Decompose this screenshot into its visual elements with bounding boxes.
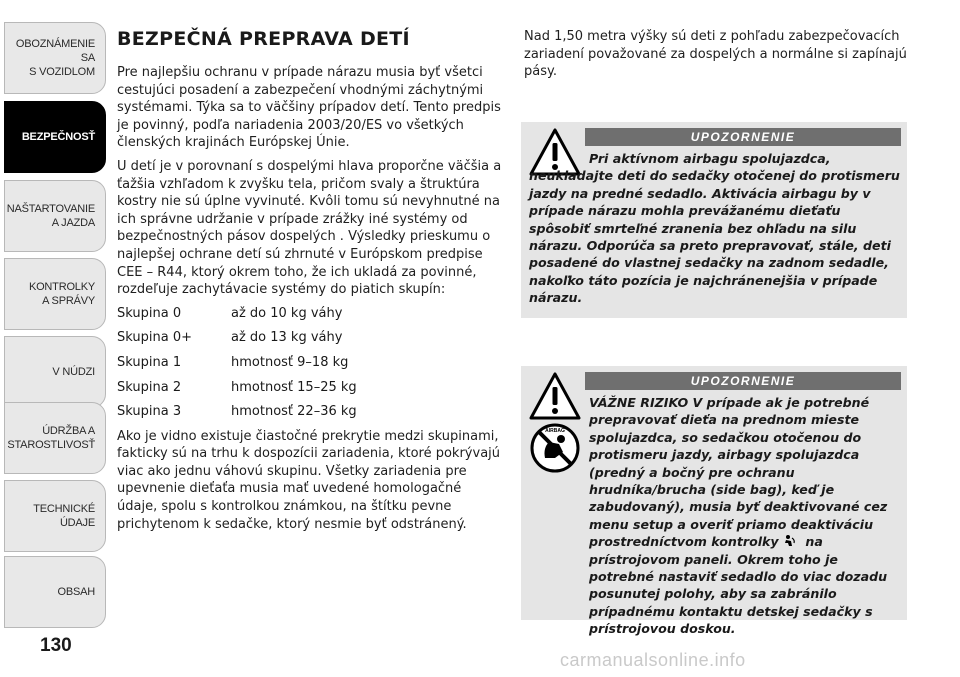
- warning-text: [529, 150, 901, 307]
- tab-technicke[interactable]: TECHNICKÉ ÚDAJE: [4, 480, 106, 552]
- tab-v-nudzi[interactable]: V NÚDZI: [4, 336, 106, 408]
- warning-header: UPOZORNENIE: [585, 372, 901, 390]
- watermark: carmanualsonline.info: [560, 650, 746, 670]
- paragraph-height: Nad 1,50 metra výšky sú deti z pohľadu zabezpečovacích zariadení považované za dospelých a normálne si zapínajú pásy.: [524, 29, 907, 80]
- airbag-icon-label: AIRBAG: [545, 428, 565, 434]
- paragraph-intro: Pre najlepšiu ochranu v prípade nárazu musia byť všetci cestujúci posadení a zabezpečení vhodnými záchytnými systémami. Týka sa to väčšiny prípadov detí. Tento predpis je povinný, podľa nariadenia 2003/20/ES vo všetkých členských krajinách Európskej Únie.: [117, 65, 501, 151]
- warning-box-airbag: [521, 122, 907, 318]
- group-list: [117, 305, 502, 421]
- airbag-off-indicator-icon: [783, 534, 797, 548]
- group-name: Skupina 1: [117, 354, 182, 370]
- warning-paragraph: Pri aktívnom airbagu spolujazdca, neukladajte deti do sedačky otočenej do protismeru jazdy na predné sedadlo. Aktivácia airbagu by v prípade nárazu mohla prevážanému dieťaťu spôsobiť smrteľné zranenia bez ohľadu na silu nárazu. Odporúča sa preto prepravovať, stále, deti posadené do vlastnej sedačky na zadnom sedadle, nakoľko táto pozícia je najchránenejšia v prípade nárazu.: [529, 151, 900, 306]
- tab-oboznamenie[interactable]: OBOZNÁMENIE SA S VOZIDLOM: [4, 22, 106, 94]
- warning-text-part-b: na prístrojovom paneli. Okrem toho je potrebné nastaviť sedadlo do viac dozadu posunutej polohy, aby sa zabránilo prípadnému kontaktu detskej sedačky s prístrojovou doskou.: [589, 534, 888, 637]
- warning-text: [529, 394, 901, 638]
- group-row: [117, 354, 502, 372]
- group-name: Skupina 2: [117, 379, 182, 395]
- tab-kontrolky[interactable]: KONTROLKY A SPRÁVY: [4, 258, 106, 330]
- page-number: 130: [40, 635, 72, 656]
- tab-nastartovanie[interactable]: NAŠTARTOVANIE A JAZDA: [4, 180, 106, 252]
- warning-text-part-a: VÁŽNE RIZIKO V prípade ak je potrebné prepravovať dieťa na prednom mieste spolujazdca, so sedačkou otočenou do protismeru jazdy, airbagy spolujazdca (predný a bočný pre ochranu hrudníka/brucha (side bag), keď je zabudovaný), musia byť deaktivované cez menu setup a overiť priamo deaktiváciu prostredníctvom kontrolky: [589, 395, 888, 550]
- main-text-column: [117, 28, 502, 539]
- group-weight: až do 10 kg váhy: [231, 305, 343, 321]
- group-row: [117, 305, 502, 323]
- group-name: Skupina 0+: [117, 330, 192, 346]
- chapter-sidebar: [0, 0, 108, 677]
- group-row: [117, 329, 502, 347]
- group-row: [117, 379, 502, 397]
- group-weight: hmotnosť 22–36 kg: [231, 404, 357, 420]
- group-row: [117, 403, 502, 421]
- group-name: Skupina 3: [117, 404, 182, 420]
- group-weight: hmotnosť 15–25 kg: [231, 379, 357, 395]
- warning-header: UPOZORNENIE: [585, 128, 901, 146]
- tab-obsah[interactable]: OBSAH: [4, 556, 106, 628]
- warning-box-deactivation: [521, 366, 907, 637]
- paragraph-children: U detí je v porovnaní s dospelými hlava proporčne väčšia a ťažšia vzhľadom k zvyšku tela, pričom svaly a štruktúra kostry nie sú úplne vyvinuté. Kvôli tomu sú nevyhnutné na ich správne udržanie v prípade zrážky iné systémy od bezpečnostných pásov dospelých . Výsledky prieskumu o najlepšej ochrane detí sú zhrnuté v Európskom predpise CEE – R44, ktorý okrem toho, že ich ukladá za povinné, rozdeľuje zachytávacie systémy do piatich skupín:: [117, 158, 502, 298]
- group-name: Skupina 0: [117, 305, 182, 321]
- warning-paragraph: [529, 394, 901, 638]
- paragraph-overlap: Ako je vidno existuje čiastočné prekrytie medzi skupinami, fakticky sú na trhu k dospozícii zariadenia, ktoré pokrývajú viac ako jednu váhovú skupinu. Všetky zariadenia pre upevnenie dieťaťa musia mať uvedené homologačné údaje, spolu s kontrolkou známkou, na štítku pevne prichytenom k sedačke, ktorý nesmie byť odstránený.: [117, 428, 501, 532]
- page-title: BEZPEČNÁ PREPRAVA DETÍ: [117, 28, 410, 50]
- tab-udrzba[interactable]: ÚDRŽBA A STAROSTLIVOSŤ: [4, 402, 106, 474]
- group-weight: hmotnosť 9–18 kg: [231, 354, 349, 370]
- group-weight: až do 13 kg váhy: [231, 330, 343, 346]
- tab-bezpecnost[interactable]: BEZPEČNOSŤ: [4, 101, 106, 173]
